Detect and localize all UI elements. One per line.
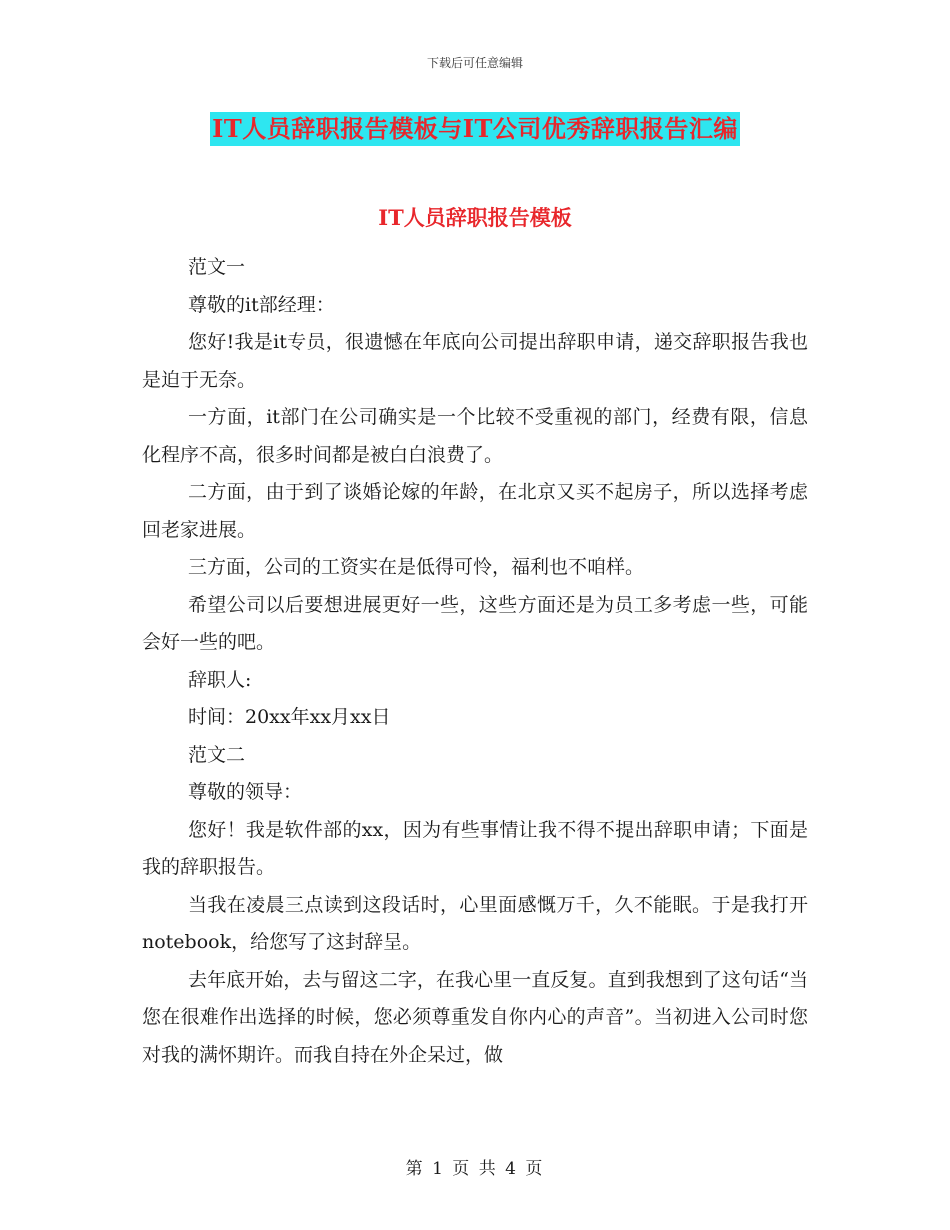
paragraph: 您好！我是软件部的xx，因为有些事情让我不得不提出辞职申请；下面是我的辞职报告。 xyxy=(142,818,808,878)
paragraph: 您好!我是it专员，很遗憾在年底向公司提出辞职申请，递交辞职报告我也是迫于无奈。 xyxy=(142,331,808,391)
paragraph: 一方面，it部门在公司确实是一个比较不受重视的部门，经费有限，信息化程序不高，很多时间都是被白白浪费了。 xyxy=(142,406,808,466)
page-header-note: 下载后可任意编辑 xyxy=(426,56,523,70)
paragraph: 范文二 xyxy=(188,743,246,766)
paragraph: 尊敬的it部经理： xyxy=(188,293,335,316)
paragraph: 时间：20xx年xx月xx日 xyxy=(188,706,391,728)
paragraph: 二方面，由于到了谈婚论嫁的年龄，在北京又买不起房子，所以选择考虑回老家进展。 xyxy=(142,481,808,541)
paragraph: 希望公司以后要想进展更好一些，这些方面还是为员工多考虑一些，可能会好一些的吧。 xyxy=(142,593,808,653)
page-number: 第 1 页 共 4 页 xyxy=(405,1159,545,1179)
paragraph: 尊敬的领导： xyxy=(188,781,303,803)
paragraph: 辞职人: xyxy=(188,668,252,691)
paragraph: 去年底开始，去与留这二字，在我心里一直反复。直到我想到了这句话“当您在很难作出选择的时候，您必须尊重发自你内心的声音”。当初进入公司时您对我的满怀期许。而我自持在外企呆过，做 xyxy=(142,968,808,1066)
document-body xyxy=(142,249,808,1074)
paragraph: 范文一 xyxy=(188,256,246,278)
paragraph: 当我在凌晨三点读到这段话时，心里面感慨万千，久不能眠。于是我打开notebook，给您写了这封辞呈。 xyxy=(142,893,808,953)
paragraph: 三方面，公司的工资实在是低得可怜，福利也不咱样。 xyxy=(188,556,645,578)
main-title-container xyxy=(0,112,950,146)
main-title: IT人员辞职报告模板与IT公司优秀辞职报告汇编 xyxy=(210,112,740,146)
section-title: IT人员辞职报告模板 xyxy=(378,205,572,230)
